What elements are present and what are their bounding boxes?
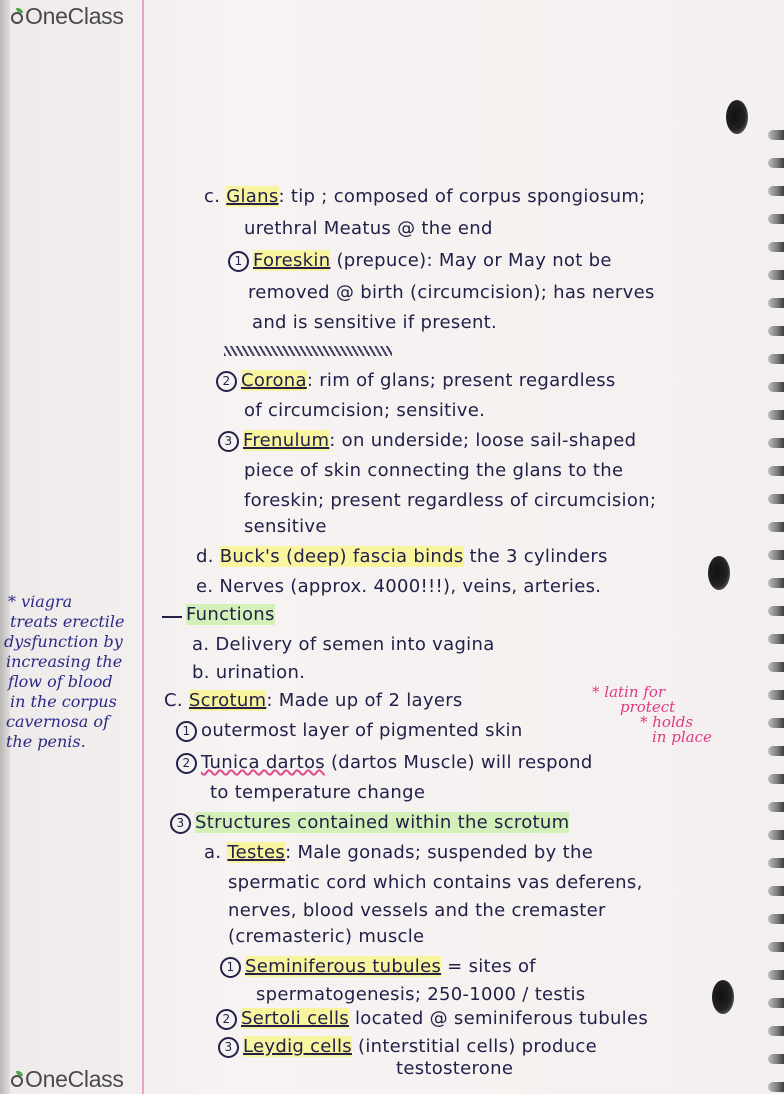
spiral-coil bbox=[768, 662, 784, 672]
scribbled-out-text bbox=[224, 346, 392, 356]
spiral-coil bbox=[768, 914, 784, 924]
spiral-coil bbox=[768, 326, 784, 336]
testes-line-3: nerves, blood vessels and the cremaster bbox=[228, 900, 606, 921]
brand-text-bottom: OneClass bbox=[25, 1066, 124, 1092]
seminiferous-text: = sites of bbox=[441, 956, 536, 977]
margin-note-line: flow of blood bbox=[8, 672, 113, 691]
pink-note-line: * latin for bbox=[592, 683, 666, 701]
function-a: a. Delivery of semen into vagina bbox=[192, 634, 495, 655]
functions-term: Functions bbox=[186, 604, 275, 625]
margin-note-line: the penis. bbox=[6, 732, 86, 751]
corona-text: : rim of glans; present regardless bbox=[306, 370, 616, 391]
page-edge-shadow bbox=[0, 0, 10, 1094]
foreskin-text: (prepuce): May or May not be bbox=[330, 250, 612, 271]
foreskin-term: Foreskin bbox=[253, 250, 331, 271]
spiral-coil bbox=[768, 522, 784, 532]
corona-line-2: of circumcision; sensitive. bbox=[244, 400, 486, 421]
spiral-coil bbox=[768, 606, 784, 616]
spiral-coil bbox=[768, 942, 784, 952]
item-number: 3 bbox=[218, 1037, 239, 1058]
item-number: 2 bbox=[216, 371, 237, 392]
spiral-coil bbox=[768, 158, 784, 168]
spiral-coil bbox=[768, 970, 784, 980]
seminiferous-line bbox=[220, 956, 536, 978]
layer-2-line bbox=[176, 752, 593, 774]
item-number: 2 bbox=[216, 1009, 237, 1030]
nerves-line: e. Nerves (approx. 4000!!!), veins, arteries. bbox=[196, 576, 602, 597]
item-number: 1 bbox=[228, 251, 249, 272]
margin-note-line: * viagra bbox=[8, 592, 73, 611]
item-number: 3 bbox=[218, 431, 239, 452]
foreskin-line bbox=[228, 250, 612, 272]
spiral-coil bbox=[768, 382, 784, 392]
function-b: b. urination. bbox=[192, 662, 306, 683]
scrotum-term: Scrotum bbox=[188, 690, 267, 711]
scrotum-text: : Made up of 2 layers bbox=[266, 690, 463, 711]
spiral-coil bbox=[768, 634, 784, 644]
layer-1-line bbox=[176, 720, 523, 742]
spiral-coil bbox=[768, 214, 784, 224]
testes-line-2: spermatic cord which contains vas deferens, bbox=[228, 872, 643, 893]
structures-term: Structures contained within the scrotum bbox=[195, 812, 570, 833]
testes-line-4: (cremasteric) muscle bbox=[228, 926, 425, 947]
frenulum-line bbox=[218, 430, 636, 452]
frenulum-line-4: sensitive bbox=[244, 516, 327, 537]
spiral-coil bbox=[768, 550, 784, 560]
foreskin-line-2: removed @ birth (circumcision); has nerves bbox=[248, 282, 655, 303]
corona-term: Corona bbox=[241, 370, 307, 391]
pink-note-line: in place bbox=[652, 728, 712, 746]
leydig-line bbox=[218, 1036, 597, 1058]
layer-3-line bbox=[170, 812, 569, 834]
scrotum-prefix: C. bbox=[164, 690, 183, 711]
sertoli-text: located @ seminiferous tubules bbox=[348, 1008, 649, 1029]
corona-line bbox=[216, 370, 616, 392]
oneclass-leaf-icon bbox=[10, 9, 24, 25]
spiral-coil bbox=[768, 466, 784, 476]
testes-term: Testes bbox=[227, 842, 286, 863]
sertoli-term: Sertoli cells bbox=[241, 1008, 349, 1029]
dash-mark bbox=[162, 616, 182, 618]
spiral-coil bbox=[768, 690, 784, 700]
item-number: 1 bbox=[220, 957, 241, 978]
layer-2-line-2: to temperature change bbox=[210, 782, 426, 803]
binder-hole bbox=[712, 980, 734, 1014]
layer-2-text: (dartos Muscle) will respond bbox=[324, 752, 593, 773]
spiral-coil bbox=[768, 1026, 784, 1036]
spiral-coil bbox=[768, 886, 784, 896]
spiral-coil bbox=[768, 494, 784, 504]
spiral-coil bbox=[768, 298, 784, 308]
item-number: 3 bbox=[170, 813, 191, 834]
frenulum-line-3: foreskin; present regardless of circumcision; bbox=[244, 490, 657, 511]
spiral-coil bbox=[768, 130, 784, 140]
layer-1-text: outermost layer of pigmented skin bbox=[201, 720, 523, 741]
glans-text: : tip ; composed of corpus spongiosum; bbox=[278, 186, 646, 207]
margin-note-line: treats erectile bbox=[10, 612, 125, 631]
oneclass-logo-bottom bbox=[10, 1066, 124, 1093]
spiral-coil bbox=[768, 578, 784, 588]
spiral-coil bbox=[768, 718, 784, 728]
margin-line bbox=[142, 0, 144, 1094]
bucks-text: the 3 cylinders bbox=[463, 546, 608, 567]
oneclass-leaf-icon bbox=[10, 1072, 24, 1088]
spiral-coil bbox=[768, 186, 784, 196]
item-number: 1 bbox=[176, 721, 197, 742]
spiral-coil bbox=[768, 746, 784, 756]
tunica-dartos-term: Tunica dartos bbox=[201, 752, 325, 773]
scrotum-line bbox=[164, 690, 463, 712]
testes-prefix: a. bbox=[204, 842, 222, 863]
leydig-line-2: testosterone bbox=[396, 1058, 514, 1079]
bucks-fascia-line bbox=[196, 546, 608, 568]
brand-text-top: OneClass bbox=[25, 3, 124, 29]
margin-note-line: dysfunction by bbox=[4, 632, 123, 651]
glans-line-2: urethral Meatus @ the end bbox=[244, 218, 493, 239]
seminiferous-line-2: spermatogenesis; 250-1000 / testis bbox=[256, 984, 586, 1005]
glans-term: Glans bbox=[226, 186, 279, 207]
glans-prefix: c. bbox=[204, 186, 221, 207]
margin-note-line: in the corpus bbox=[10, 692, 117, 711]
spiral-coil bbox=[768, 774, 784, 784]
binder-hole bbox=[726, 100, 748, 134]
spiral-coil bbox=[768, 802, 784, 812]
binder-hole bbox=[708, 556, 730, 590]
oneclass-logo-top bbox=[10, 3, 124, 30]
bucks-term: Buck's (deep) fascia binds bbox=[219, 546, 464, 567]
leydig-text: (interstitial cells) produce bbox=[351, 1036, 597, 1057]
functions-heading bbox=[186, 604, 275, 626]
foreskin-line-3: and is sensitive if present. bbox=[252, 312, 498, 333]
spiral-coil bbox=[768, 830, 784, 840]
leydig-term: Leydig cells bbox=[243, 1036, 352, 1057]
spiral-coil bbox=[768, 354, 784, 364]
seminiferous-term: Seminiferous tubules bbox=[245, 956, 442, 977]
spiral-coil bbox=[768, 438, 784, 448]
frenulum-text: : on underside; loose sail-shaped bbox=[329, 430, 637, 451]
spiral-coil bbox=[768, 998, 784, 1008]
frenulum-line-2: piece of skin connecting the glans to the bbox=[244, 460, 624, 481]
spiral-coil bbox=[768, 858, 784, 868]
sertoli-line bbox=[216, 1008, 648, 1030]
spiral-coil bbox=[768, 242, 784, 252]
margin-note-line: increasing the bbox=[6, 652, 123, 671]
bucks-prefix: d. bbox=[196, 546, 214, 567]
margin-note-line: cavernosa of bbox=[6, 712, 109, 731]
testes-line bbox=[204, 842, 593, 864]
item-number: 2 bbox=[176, 753, 197, 774]
spiral-coil bbox=[768, 270, 784, 280]
spiral-coil bbox=[768, 1082, 784, 1092]
glans-line bbox=[204, 186, 646, 208]
spiral-coil bbox=[768, 1054, 784, 1064]
frenulum-term: Frenulum bbox=[243, 430, 330, 451]
pink-note-line: * holds bbox=[640, 713, 694, 731]
spiral-coil bbox=[768, 410, 784, 420]
testes-text: : Male gonads; suspended by the bbox=[285, 842, 594, 863]
pink-note-line: protect bbox=[620, 698, 676, 716]
